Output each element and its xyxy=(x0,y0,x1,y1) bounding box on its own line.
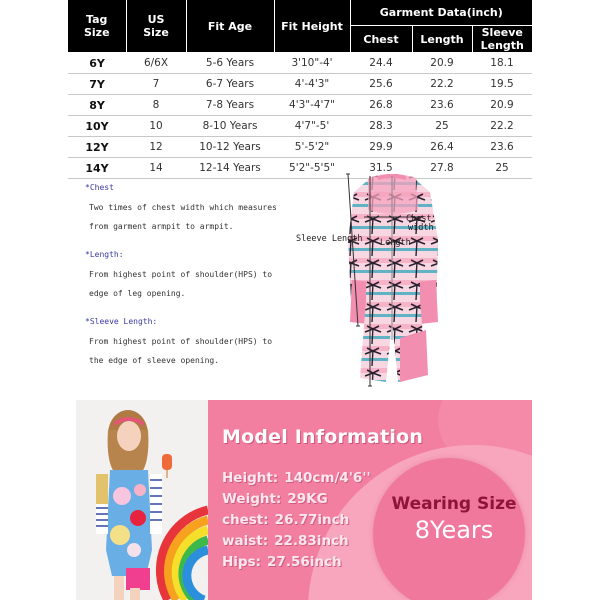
cell-tag: 14Y xyxy=(68,158,126,179)
stat-waist xyxy=(222,531,371,552)
cell-chest: 28.3 xyxy=(350,116,412,137)
definition-title: *Sleeve Length: xyxy=(85,317,158,326)
model-photo xyxy=(76,400,208,600)
cell-tag: 8Y xyxy=(68,95,126,116)
cell-height: 4'3"-4'7" xyxy=(274,95,350,116)
header-tag-size: Tag Size xyxy=(68,0,126,53)
chest-width-label: Chest xyxy=(406,214,432,224)
stat-key: chest: xyxy=(222,512,269,528)
cell-length: 26.4 xyxy=(412,137,472,158)
definition-text: From highest point of shoulder(HPS) to xyxy=(89,270,273,279)
table-row xyxy=(68,137,532,158)
garment-measurement-diagram xyxy=(296,170,472,400)
cell-sleeve: 20.9 xyxy=(472,95,532,116)
table-row xyxy=(68,95,532,116)
definition-text: Two times of chest width which measures xyxy=(89,203,277,212)
cell-length: 27.8 xyxy=(412,158,472,179)
definition-length xyxy=(85,250,285,303)
cell-sleeve: 23.6 xyxy=(472,137,532,158)
cell-tag: 10Y xyxy=(68,116,126,137)
definition-chest xyxy=(85,183,285,236)
definition-title: *Chest xyxy=(85,183,114,192)
cell-tag: 6Y xyxy=(68,53,126,74)
sleeve-length-label: Sleeve Length xyxy=(296,234,363,244)
stat-value: 26.77inch xyxy=(274,512,350,528)
chest-width-label-2: width xyxy=(408,223,434,233)
stat-value: 27.56inch xyxy=(267,554,342,570)
cell-tag: 7Y xyxy=(68,74,126,95)
table-row xyxy=(68,116,532,137)
cell-age: 10-12 Years xyxy=(186,137,274,158)
swimsuit-illustration xyxy=(296,170,472,400)
cell-us: 12 xyxy=(126,137,186,158)
definition-text: from garment armpit to armpit. xyxy=(89,222,234,231)
cell-height: 3'10"-4' xyxy=(274,53,350,74)
cell-length: 23.6 xyxy=(412,95,472,116)
stat-weight xyxy=(222,489,371,510)
cell-length: 22.2 xyxy=(412,74,472,95)
stat-key: waist: xyxy=(222,533,269,549)
header-garment-data: Garment Data(inch) xyxy=(350,0,532,26)
header-sleeve-length: Sleeve Length xyxy=(472,26,532,53)
size-chart-table xyxy=(68,0,532,179)
stat-key: Hips: xyxy=(222,554,262,570)
definition-title: *Length: xyxy=(85,250,124,259)
cell-height: 5'2"-5'5" xyxy=(274,158,350,179)
stat-chest xyxy=(222,510,371,531)
cell-age: 6-7 Years xyxy=(186,74,274,95)
header-us-size: US Size xyxy=(126,0,186,53)
cell-age: 12-14 Years xyxy=(186,158,274,179)
cell-us: 14 xyxy=(126,158,186,179)
cell-chest: 29.9 xyxy=(350,137,412,158)
length-label: Length xyxy=(380,238,411,248)
cell-sleeve: 19.5 xyxy=(472,74,532,95)
table-row xyxy=(68,53,532,74)
header-length: Length xyxy=(412,26,472,53)
cell-age: 8-10 Years xyxy=(186,116,274,137)
stat-value: 29KG xyxy=(287,491,328,507)
cell-chest: 31.5 xyxy=(350,158,412,179)
model-photo-illustration xyxy=(76,400,208,600)
cell-chest: 26.8 xyxy=(350,95,412,116)
model-info-title: Model Information xyxy=(222,426,424,448)
model-information-panel xyxy=(208,400,532,600)
header-chest: Chest xyxy=(350,26,412,53)
cell-age: 7-8 Years xyxy=(186,95,274,116)
wearing-size xyxy=(373,494,532,544)
wearing-size-value: 8Years xyxy=(414,516,494,544)
cell-chest: 24.4 xyxy=(350,53,412,74)
cell-tag: 12Y xyxy=(68,137,126,158)
cell-height: 5'-5'2" xyxy=(274,137,350,158)
cell-us: 10 xyxy=(126,116,186,137)
cell-length: 20.9 xyxy=(412,53,472,74)
stat-hips xyxy=(222,552,371,573)
cell-us: 8 xyxy=(126,95,186,116)
stat-height xyxy=(222,468,371,489)
definition-text: From highest point of shoulder(HPS) to xyxy=(89,337,273,346)
model-stats xyxy=(222,468,371,573)
cell-chest: 25.6 xyxy=(350,74,412,95)
cell-us: 7 xyxy=(126,74,186,95)
cell-age: 5-6 Years xyxy=(186,53,274,74)
cell-height: 4'-4'3" xyxy=(274,74,350,95)
cell-height: 4'7"-5' xyxy=(274,116,350,137)
stat-value: 140cm/4'6'' xyxy=(284,470,371,486)
cell-sleeve: 22.2 xyxy=(472,116,532,137)
header-fit-height: Fit Height xyxy=(274,0,350,53)
stat-value: 22.83inch xyxy=(274,533,349,549)
wearing-size-label: Wearing Size xyxy=(391,494,517,514)
cell-length: 25 xyxy=(412,116,472,137)
table-row xyxy=(68,74,532,95)
header-fit-age: Fit Age xyxy=(186,0,274,53)
cell-sleeve: 18.1 xyxy=(472,53,532,74)
definition-sleeve-length xyxy=(85,317,285,370)
definition-text: edge of leg opening. xyxy=(89,289,186,298)
cell-sleeve: 25 xyxy=(472,158,532,179)
stat-key: Height: xyxy=(222,470,279,486)
definition-text: the edge of sleeve opening. xyxy=(89,356,220,365)
measurement-definitions xyxy=(85,183,285,384)
stat-key: Weight: xyxy=(222,491,282,507)
cell-us: 6/6X xyxy=(126,53,186,74)
